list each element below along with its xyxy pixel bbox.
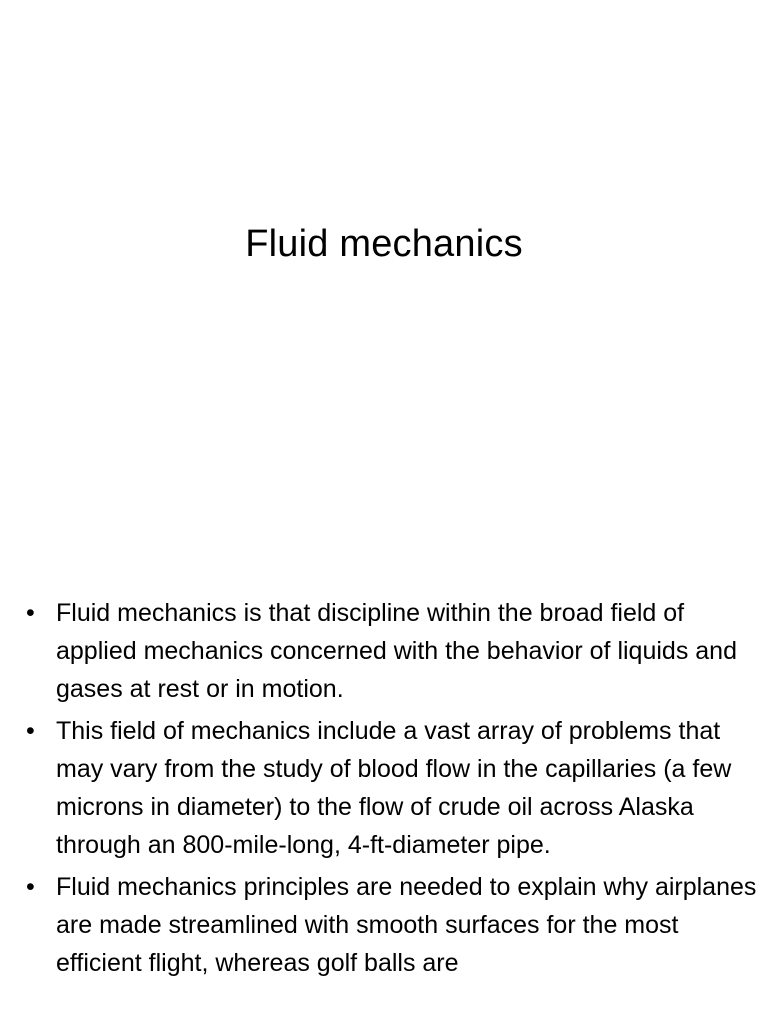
bullet-marker: • — [26, 717, 35, 745]
bullet-marker: • — [26, 873, 35, 901]
bullet-item — [26, 868, 762, 982]
bullet-list — [26, 594, 762, 986]
bullet-item — [26, 712, 762, 864]
bullet-text: Fluid mechanics principles are needed to explain why airplanes are made streamlined with smooth surfaces for the most efficient flight, whereas golf balls are — [56, 873, 757, 977]
bullet-text: Fluid mechanics is that discipline within the broad field of applied mechanics concerned with the behavior of liquids and gases at rest or in motion. — [56, 599, 737, 703]
bullet-marker: • — [26, 599, 35, 627]
bullet-item — [26, 594, 762, 708]
bullet-text: This field of mechanics include a vast array of problems that may vary from the study of blood flow in the capillaries (a few microns in diameter) to the flow of crude oil across Alaska through an 800-mile-long, 4-ft-diameter pipe. — [56, 717, 732, 859]
slide-title: Fluid mechanics — [245, 223, 523, 265]
